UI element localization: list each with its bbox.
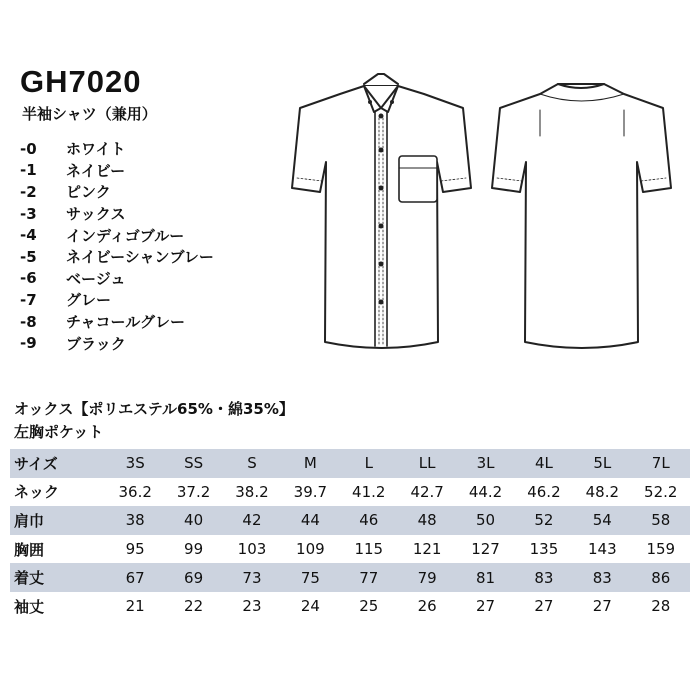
color-code: -9	[20, 334, 37, 353]
table-cell: 79	[398, 563, 456, 592]
row-label: 着丈	[10, 563, 106, 592]
table-cell: 143	[588, 540, 617, 559]
row-label: 胸囲	[14, 540, 45, 559]
table-cell: 44.2	[468, 482, 503, 501]
table-cell: 73	[223, 563, 281, 592]
color-code: -7	[20, 290, 37, 309]
table-cell: 86	[632, 563, 690, 592]
color-name: ネイビーシャンブレー	[66, 248, 214, 267]
table-cell: 159	[646, 540, 676, 559]
table-cell: 37.2	[176, 482, 211, 501]
table-cell: 48.2	[585, 482, 620, 501]
row-label: 袖丈	[14, 597, 45, 616]
size-header-cell: 5L	[573, 449, 631, 478]
table-row	[10, 478, 690, 507]
table-cell: 26	[417, 597, 437, 616]
color-item	[20, 268, 214, 290]
table-cell: 58	[632, 506, 690, 535]
table-cell: 77	[340, 563, 398, 592]
table-cell: 27	[475, 597, 496, 616]
table-cell: 52	[515, 506, 573, 535]
table-cell: 46.2	[527, 482, 561, 501]
table-cell: 109	[296, 540, 325, 559]
size-header-cell: 7L	[632, 449, 690, 478]
table-cell: 67	[106, 563, 164, 592]
table-cell: 50	[456, 506, 514, 535]
color-item	[20, 224, 214, 246]
size-header-label: サイズ	[10, 449, 106, 478]
color-item	[20, 203, 214, 225]
table-cell: 54	[573, 506, 631, 535]
product-subtitle: 半袖シャツ（兼用）	[22, 105, 157, 123]
size-table	[10, 449, 690, 621]
color-item	[20, 181, 214, 203]
table-cell: 38.2	[235, 482, 269, 501]
shirt-back-drawing	[492, 84, 671, 348]
shirt-illustrations	[278, 50, 678, 370]
table-cell: 42.7	[410, 482, 444, 501]
table-cell: 48	[398, 506, 456, 535]
table-row	[10, 506, 690, 535]
color-name: サックス	[66, 205, 126, 224]
table-cell: 27	[534, 597, 554, 616]
size-header-cell: SS	[164, 449, 222, 478]
color-code: -8	[20, 312, 37, 331]
size-header-cell: L	[340, 449, 398, 478]
size-header-cell: LL	[398, 449, 456, 478]
color-code: -5	[20, 247, 37, 266]
color-item	[20, 332, 214, 354]
table-cell: 81	[456, 563, 514, 592]
color-name: ネイビー	[66, 161, 126, 180]
table-cell: 75	[281, 563, 339, 592]
row-label: 肩巾	[10, 506, 106, 535]
table-cell: 23	[242, 597, 262, 616]
color-item	[20, 138, 214, 160]
table-cell: 99	[184, 540, 204, 559]
table-cell: 41.2	[352, 482, 386, 501]
table-cell: 42	[223, 506, 281, 535]
table-cell: 115	[354, 540, 384, 559]
color-code: -1	[20, 161, 37, 180]
color-code: -2	[20, 182, 37, 201]
table-cell: 24	[300, 597, 320, 616]
table-cell: 36.2	[118, 482, 152, 501]
table-row	[10, 563, 690, 592]
color-name: ベージュ	[66, 269, 126, 288]
color-list	[20, 138, 214, 354]
table-cell: 69	[164, 563, 222, 592]
table-cell: 46	[340, 506, 398, 535]
size-header-cell: 3S	[106, 449, 164, 478]
row-label: ネック	[14, 483, 60, 502]
size-header-row	[10, 449, 690, 478]
table-cell: 21	[125, 597, 145, 616]
table-cell: 40	[164, 506, 222, 535]
fabric-description: オックス【ポリエステル65%・綿35%】	[14, 400, 294, 418]
table-cell: 25	[359, 597, 379, 616]
table-cell: 27	[592, 597, 612, 616]
table-cell: 135	[529, 540, 559, 559]
size-header-cell: 4L	[515, 449, 573, 478]
table-cell: 103	[237, 540, 267, 559]
color-name: ホワイト	[66, 140, 126, 159]
color-name: インディゴブルー	[66, 226, 185, 245]
table-cell: 38	[106, 506, 164, 535]
table-cell: 22	[184, 597, 204, 616]
color-name: ピンク	[66, 183, 111, 202]
table-cell: 127	[471, 540, 500, 559]
color-code: -6	[20, 269, 37, 288]
table-cell: 83	[573, 563, 631, 592]
color-code: -0	[20, 139, 37, 158]
pocket-note: 左胸ポケット	[14, 423, 104, 441]
color-item	[20, 311, 214, 333]
table-cell: 95	[125, 540, 145, 559]
size-header-cell: M	[281, 449, 339, 478]
color-item	[20, 289, 214, 311]
color-name: チャコールグレー	[66, 313, 185, 332]
color-item	[20, 246, 214, 268]
size-header-cell: S	[223, 449, 281, 478]
table-cell: 44	[281, 506, 339, 535]
color-name: グレー	[66, 291, 112, 310]
table-cell: 52.2	[644, 482, 678, 501]
table-cell: 121	[412, 540, 442, 559]
table-cell: 39.7	[293, 482, 328, 501]
model-number: GH7020	[20, 64, 142, 99]
color-name: ブラック	[66, 334, 126, 353]
shirt-front-drawing	[292, 74, 471, 348]
color-code: -4	[20, 226, 37, 245]
table-row	[10, 592, 690, 621]
table-row	[10, 535, 690, 564]
color-item	[20, 160, 214, 182]
table-cell: 83	[515, 563, 573, 592]
color-code: -3	[20, 204, 37, 223]
table-cell: 28	[651, 597, 671, 616]
size-header-cell: 3L	[456, 449, 514, 478]
